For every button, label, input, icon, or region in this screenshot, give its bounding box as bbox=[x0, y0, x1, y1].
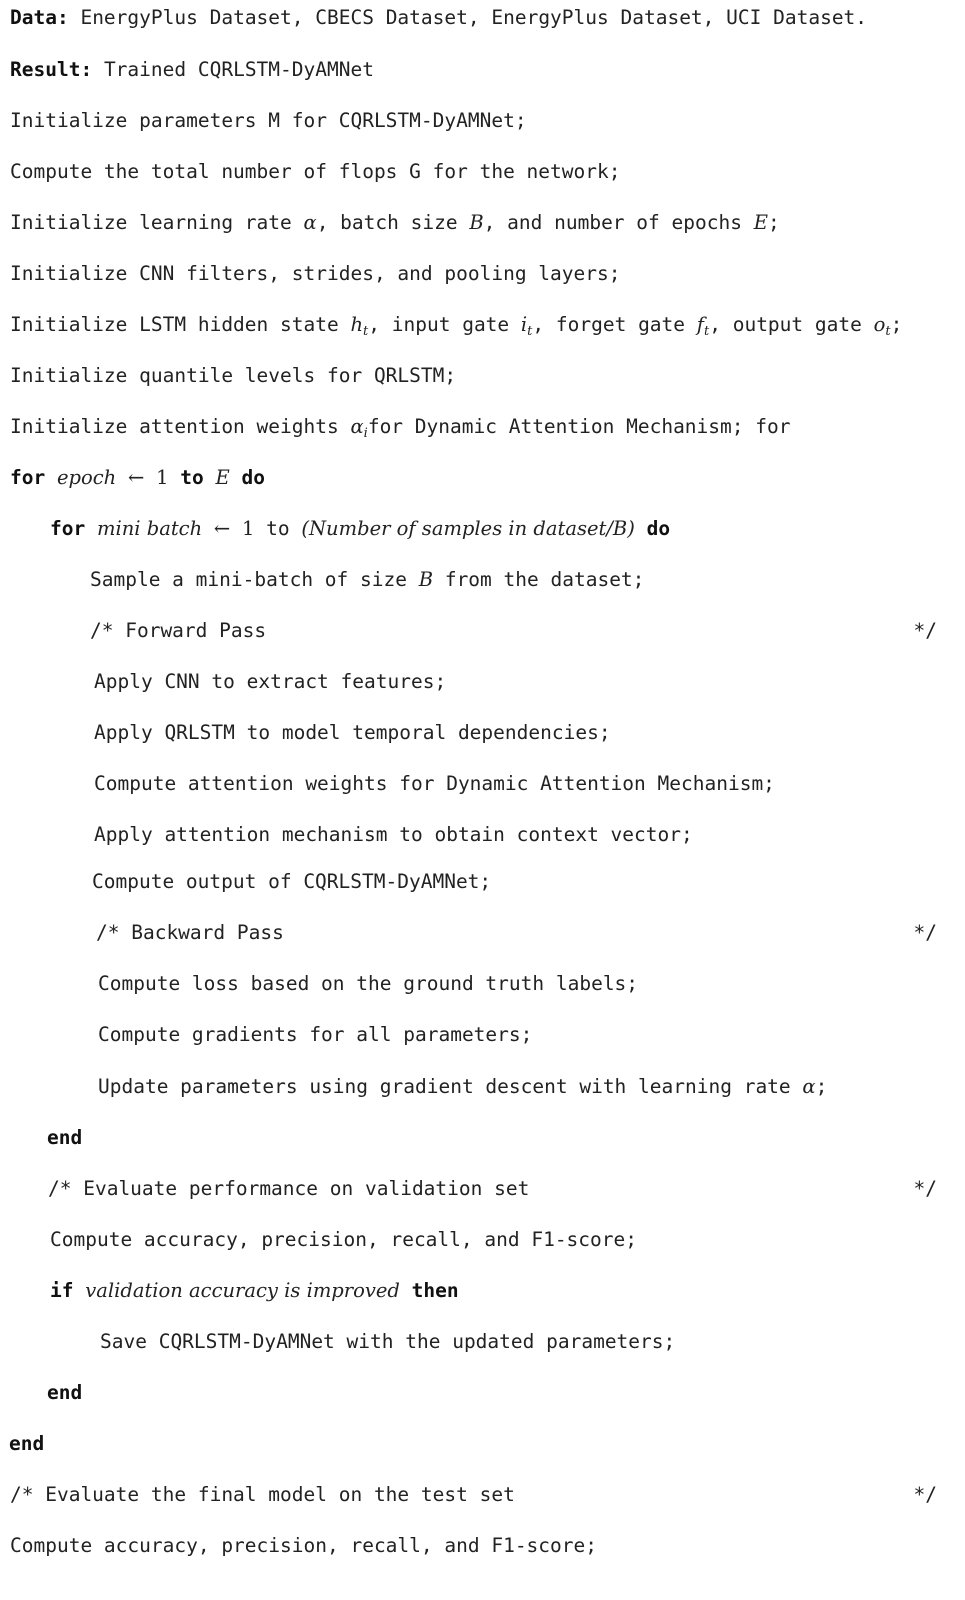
for-batch-line bbox=[0, 511, 965, 547]
init-lstm-semicolon: ; bbox=[890, 313, 903, 336]
end-keyword: end bbox=[47, 1381, 83, 1404]
for-keyword: for bbox=[50, 517, 86, 540]
if-condition: validation accuracy is improved bbox=[85, 1279, 400, 1302]
init-params-line bbox=[0, 103, 965, 139]
init-lstm-text-3: , forget gate bbox=[532, 313, 686, 336]
loop-end-symbol: E bbox=[215, 466, 230, 489]
h-symbol: h bbox=[350, 313, 364, 336]
forward-step-text: Compute attention weights for Dynamic Attention Mechanism; bbox=[94, 772, 775, 795]
init-lstm-line bbox=[0, 307, 965, 343]
end-inner-loop bbox=[0, 1120, 965, 1156]
if-keyword: if bbox=[50, 1279, 74, 1302]
init-lr-text-2: , batch size bbox=[316, 211, 458, 234]
validation-metrics-text: Compute accuracy, precision, recall, and F1-score; bbox=[50, 1228, 637, 1251]
validation-metrics-line bbox=[0, 1222, 965, 1258]
init-cnn-text: Initialize CNN filters, strides, and pooling layers; bbox=[10, 262, 621, 285]
forward-step-text: Apply QRLSTM to model temporal dependencies; bbox=[94, 721, 611, 744]
init-lstm-text-4: , output gate bbox=[709, 313, 862, 336]
to-keyword: to bbox=[180, 466, 204, 489]
end-keyword: end bbox=[9, 1432, 45, 1455]
save-line bbox=[0, 1324, 965, 1360]
forward-comment-line bbox=[0, 613, 965, 649]
result-text: Trained CQRLSTM-DyAMNet bbox=[103, 58, 374, 81]
for-epoch-line bbox=[0, 460, 965, 496]
for-keyword: for bbox=[10, 466, 46, 489]
result-label: Result: bbox=[10, 58, 93, 81]
data-line bbox=[0, 0, 965, 36]
sample-text: Sample a mini-batch of size bbox=[90, 568, 407, 591]
save-text: Save CQRLSTM-DyAMNet with the updated parameters; bbox=[100, 1330, 676, 1353]
validation-comment: /* Evaluate performance on validation set bbox=[48, 1177, 530, 1200]
forward-step-1 bbox=[0, 664, 965, 700]
to-text: to bbox=[266, 517, 290, 540]
init-lr-semicolon: ; bbox=[767, 211, 780, 234]
epoch-variable: epoch bbox=[56, 466, 117, 489]
final-comment: /* Evaluate the final model on the test set bbox=[10, 1483, 515, 1506]
init-cnn-line bbox=[0, 256, 965, 292]
init-attention-line bbox=[0, 409, 965, 445]
f-symbol: f bbox=[696, 313, 704, 336]
forward-step-2 bbox=[0, 715, 965, 751]
final-metrics-text: Compute accuracy, precision, recall, and F1-score; bbox=[10, 1534, 597, 1557]
init-lstm-text-2: , input gate bbox=[368, 313, 510, 336]
backward-step-text: Compute loss based on the ground truth labels; bbox=[98, 972, 639, 995]
comment-close: */ bbox=[913, 619, 937, 642]
batch-symbol: B bbox=[418, 568, 434, 591]
assign-arrow: ← bbox=[127, 466, 145, 489]
init-lstm-text: Initialize LSTM hidden state bbox=[10, 313, 339, 336]
loop-start: 1 bbox=[241, 517, 255, 540]
final-metrics-line bbox=[0, 1528, 965, 1564]
forward-comment: /* Forward Pass bbox=[90, 619, 267, 642]
backward-step-semicolon: ; bbox=[815, 1075, 828, 1098]
backward-step-3 bbox=[0, 1069, 965, 1105]
sample-line bbox=[0, 562, 965, 598]
forward-step-4 bbox=[0, 817, 965, 853]
init-attention-text-2: for Dynamic Attention Mechanism; for bbox=[367, 415, 791, 438]
o-subscript: t bbox=[885, 324, 891, 339]
backward-comment: /* Backward Pass bbox=[96, 921, 284, 944]
batch-range: (Number of samples in dataset/B) bbox=[301, 517, 635, 540]
backward-step-1 bbox=[0, 966, 965, 1002]
i-subscript: t bbox=[527, 324, 533, 339]
forward-step-text: Apply CNN to extract features; bbox=[94, 670, 447, 693]
data-label: Data: bbox=[10, 6, 69, 29]
i-symbol: i bbox=[520, 313, 528, 336]
init-params-text: Initialize parameters M for CQRLSTM-DyAMNet; bbox=[10, 109, 527, 132]
init-quantile-text: Initialize quantile levels for QRLSTM; bbox=[10, 364, 457, 387]
sample-text-2: from the dataset; bbox=[444, 568, 645, 591]
o-symbol: o bbox=[873, 313, 886, 336]
end-keyword: end bbox=[47, 1126, 83, 1149]
backward-step-text: Update parameters using gradient descent with learning rate bbox=[98, 1075, 791, 1098]
init-lr-text-3: , and number of epochs bbox=[483, 211, 742, 234]
do-keyword: do bbox=[646, 517, 671, 540]
result-line bbox=[0, 52, 965, 88]
backward-comment-line bbox=[0, 915, 965, 951]
alpha-i-symbol: α bbox=[350, 415, 364, 438]
loop-start: 1 bbox=[156, 466, 169, 489]
end-if bbox=[0, 1375, 965, 1411]
backward-step-2 bbox=[0, 1017, 965, 1053]
alpha-symbol: α bbox=[303, 211, 317, 234]
forward-step-3 bbox=[0, 766, 965, 802]
end-outer-loop bbox=[0, 1426, 965, 1462]
init-lr-line bbox=[0, 205, 965, 241]
if-line bbox=[0, 1273, 965, 1309]
flops-line bbox=[0, 154, 965, 190]
alpha-symbol: α bbox=[802, 1075, 816, 1098]
forward-step-text: Apply attention mechanism to obtain context vector; bbox=[94, 823, 693, 846]
do-keyword: do bbox=[241, 466, 265, 489]
validation-comment-line bbox=[0, 1171, 965, 1207]
final-comment-line bbox=[0, 1477, 965, 1513]
f-subscript: t bbox=[704, 324, 710, 339]
flops-text: Compute the total number of flops G for the network; bbox=[10, 160, 621, 183]
forward-step-text: Compute output of CQRLSTM-DyAMNet; bbox=[92, 870, 492, 893]
init-attention-text: Initialize attention weights bbox=[10, 415, 339, 438]
comment-close: */ bbox=[913, 1177, 937, 1200]
assign-arrow: ← bbox=[213, 517, 231, 540]
forward-step-5 bbox=[0, 864, 965, 900]
init-quantile-line bbox=[0, 358, 965, 394]
epoch-symbol: E bbox=[753, 211, 768, 234]
comment-close: */ bbox=[913, 1483, 937, 1506]
batch-symbol: B bbox=[469, 211, 484, 234]
data-text: EnergyPlus Dataset, CBECS Dataset, EnergyPlus Dataset, UCI Dataset. bbox=[80, 6, 868, 29]
h-subscript: t bbox=[363, 324, 369, 339]
then-keyword: then bbox=[411, 1279, 459, 1302]
batch-variable: mini batch bbox=[96, 517, 203, 540]
init-lr-text: Initialize learning rate bbox=[10, 211, 292, 234]
comment-close: */ bbox=[913, 921, 937, 944]
backward-step-text: Compute gradients for all parameters; bbox=[98, 1023, 533, 1046]
alpha-subscript: i bbox=[363, 426, 368, 441]
